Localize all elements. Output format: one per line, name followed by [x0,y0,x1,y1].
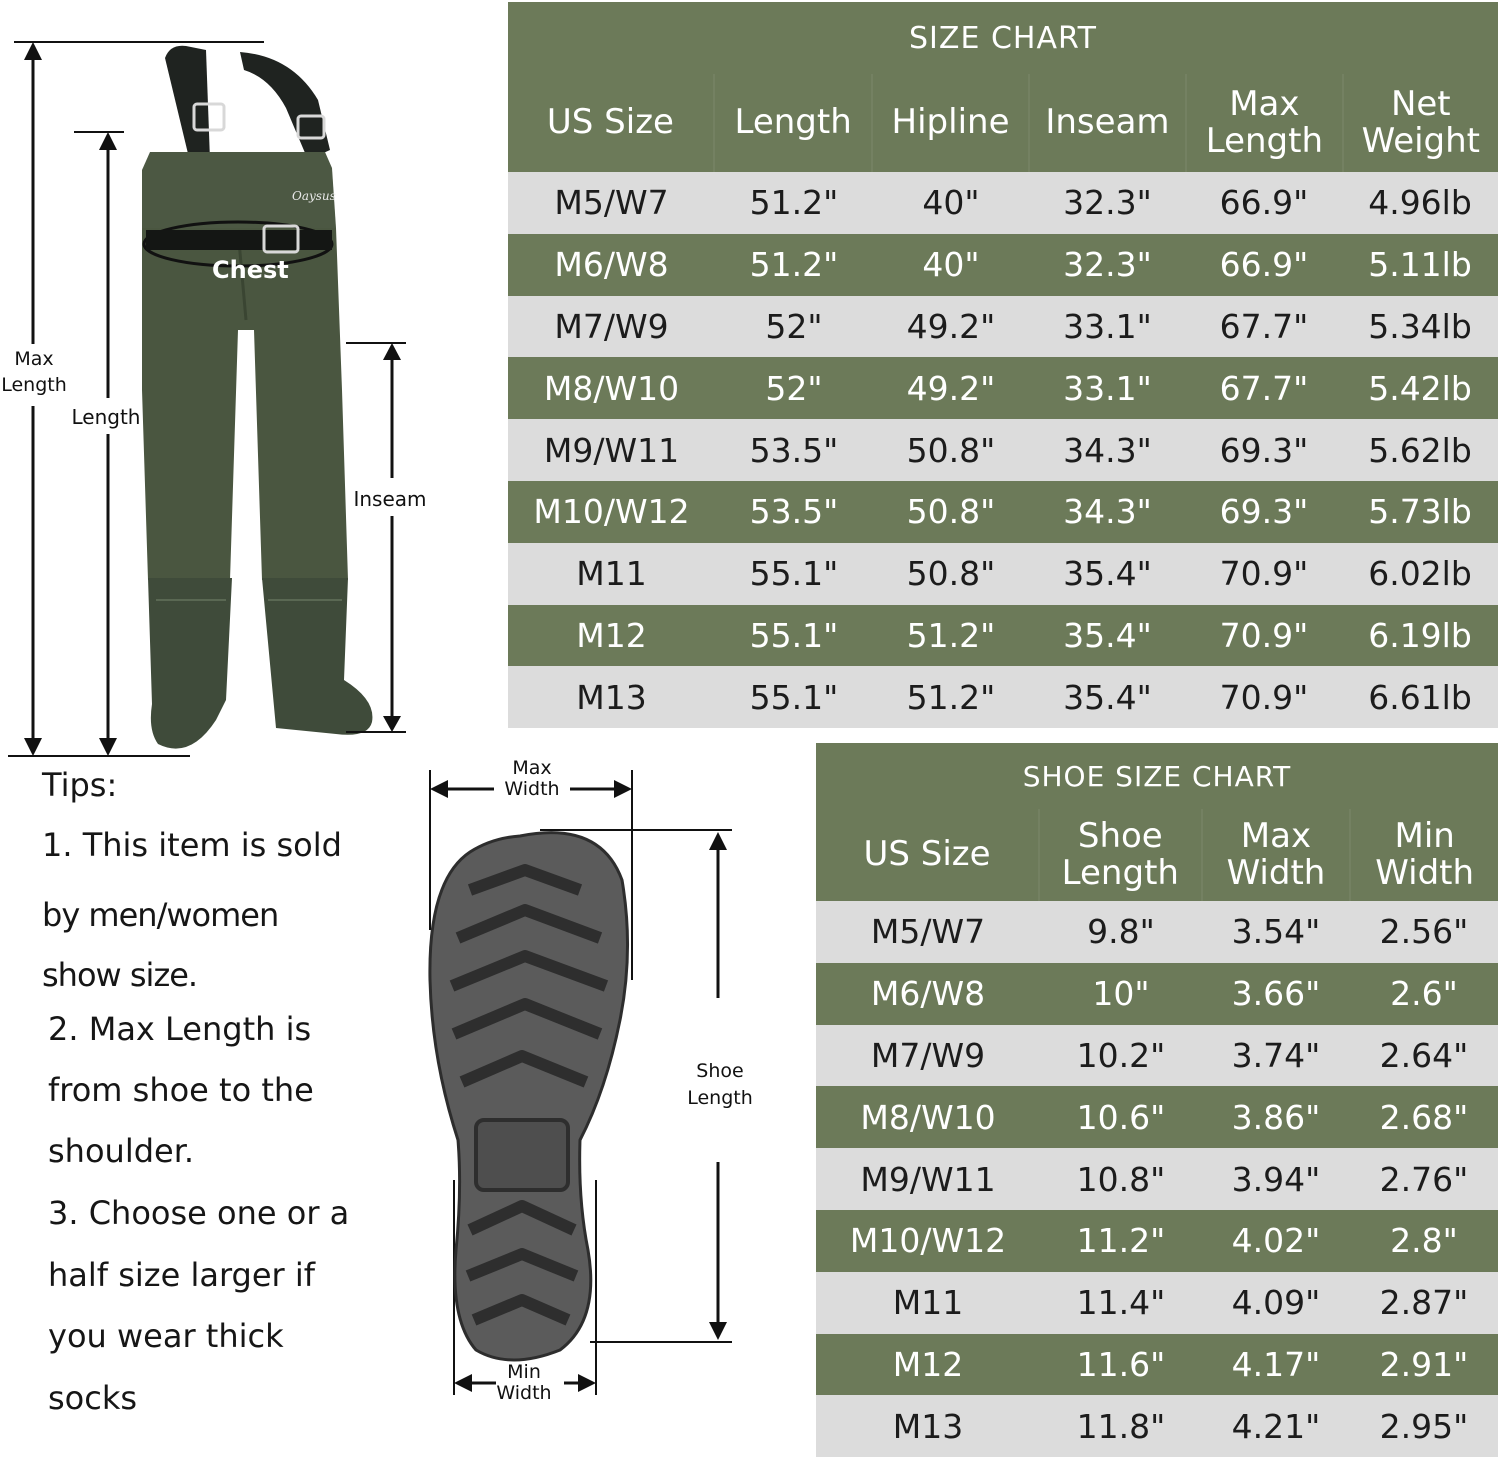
size-chart-row [508,605,1498,667]
tips-heading: Tips: [42,766,118,804]
size-chart-cell: 50.8" [906,492,996,532]
size-chart-title: SIZE CHART [508,2,1498,74]
shoe-chart-header-row [816,809,1498,901]
shoe-chart-cell: 3.74" [1231,1035,1321,1075]
shoe-chart-title: SHOE SIZE CHART [816,743,1498,809]
shoe-chart-cell: 3.66" [1231,974,1321,1014]
size-chart-row [508,357,1498,419]
size-chart-cell: 53.5" [749,430,839,470]
size-chart-table [508,2,1498,728]
tips-line-4: 2. Max Length is [48,1010,312,1048]
shoe-chart-cell: 2.76" [1379,1159,1469,1199]
shoe-chart-row [816,1210,1498,1272]
shoe-chart-cell: 4.09" [1231,1283,1321,1323]
size-chart-cell: 51.2" [906,615,996,655]
tips-line-1: 1. This item is sold [42,826,342,864]
shoe-chart-cell: 11.4" [1076,1283,1166,1323]
size-chart-cell: 50.8" [906,554,996,594]
shoe-col-max-width: Max Width [1201,809,1350,901]
size-chart-cell: 35.4" [1063,615,1152,655]
size-chart-cell: 52" [765,368,823,408]
size-chart-row [508,419,1498,481]
shoe-chart-cell: 4.21" [1231,1406,1321,1446]
max-length-label: Max Length [1,348,67,396]
size-chart-row [508,666,1498,728]
inseam-label: Inseam [353,487,427,511]
shoe-chart-cell: 3.54" [1231,912,1321,952]
shoulder-strap-right [240,52,330,160]
size-col-us-size: US Size [546,102,674,143]
shoe-chart-row [816,1272,1498,1334]
size-chart-cell: 5.62lb [1368,430,1472,470]
size-chart-cell: M10/W12 [533,492,690,532]
tips-line-9: you wear thick [48,1317,284,1355]
size-chart-cell: 50.8" [906,430,996,470]
size-chart-cell: 6.61lb [1368,677,1472,717]
min-width-label: Min Width [496,1361,552,1404]
size-col-inseam: Inseam [1028,74,1185,172]
shoe-chart-cell: M12 [892,1344,964,1384]
shoe-chart-cell: 4.02" [1231,1221,1321,1261]
size-chart-row [508,234,1498,296]
chest-label: Chest [212,256,289,284]
shoe-chart-row [816,1334,1498,1396]
size-chart-cell: 55.1" [749,554,839,594]
shoe-chart-cell: 2.87" [1379,1283,1469,1323]
brand-mark: Oaysus [292,189,336,203]
size-chart-cell: 70.9" [1219,677,1309,717]
length-label: Length [71,405,141,429]
size-chart-cell: 66.9" [1219,183,1309,223]
shoe-chart-cell: 11.8" [1076,1406,1166,1446]
size-chart-cell: 55.1" [749,677,839,717]
size-chart-cell: M6/W8 [554,245,669,285]
shoe-chart-cell: 11.2" [1076,1221,1166,1261]
size-chart-cell: 67.7" [1219,306,1309,346]
shoe-chart-cell: 10.8" [1076,1159,1166,1199]
shoe-chart-cell: 11.6" [1076,1344,1166,1384]
shoe-col-shoe-length: Shoe Length [1038,809,1201,901]
size-chart-cell: 6.02lb [1368,554,1472,594]
size-chart-cell: 52" [765,306,823,346]
size-chart-cell: M8/W10 [543,368,680,408]
tips-line-6: shoulder. [48,1132,195,1170]
shoe-chart-cell: 4.17" [1231,1344,1321,1384]
shoe-chart-row [816,1025,1498,1087]
size-chart-cell: 51.2" [749,183,839,223]
size-chart-cell: 5.34lb [1368,306,1472,346]
shoe-chart-cell: 2.8" [1390,1221,1458,1261]
size-col-net-weight: Net Weight [1342,74,1498,172]
size-chart-row [508,172,1498,234]
size-chart-cell: 6.19lb [1368,615,1472,655]
size-chart-cell: 66.9" [1219,245,1309,285]
size-chart-cell: 55.1" [749,615,839,655]
size-chart-cell: M9/W11 [543,430,680,470]
size-col-length: Length [713,74,871,172]
size-chart-cell: 35.4" [1063,554,1152,594]
shoe-chart-cell: 2.95" [1379,1406,1469,1446]
boot-right [262,578,372,735]
shoe-chart-cell: 10.2" [1076,1035,1166,1075]
size-chart-cell: 53.5" [749,492,839,532]
boot-left [148,578,232,749]
size-chart-cell: 49.2" [906,368,996,408]
size-chart-cell: 32.3" [1063,183,1152,223]
size-chart-cell: M12 [576,615,647,655]
size-chart-cell: 67.7" [1219,368,1309,408]
size-chart-cell: 5.73lb [1368,492,1472,532]
shoe-chart-cell: M9/W11 [860,1159,996,1199]
shoe-chart-cell: 3.94" [1231,1159,1321,1199]
size-chart-cell: 51.2" [906,677,996,717]
shoe-chart-cell: M7/W9 [870,1035,986,1075]
size-col-max-length: Max Length [1185,74,1341,172]
size-col-hipline: Hipline [871,74,1027,172]
size-chart-cell: M5/W7 [554,183,669,223]
size-chart-cell: 5.42lb [1368,368,1472,408]
size-chart-cell: 4.96lb [1368,183,1472,223]
shoe-chart-row [816,1086,1498,1148]
size-chart-cell: 40" [922,245,980,285]
size-chart-cell: 34.3" [1063,430,1152,470]
shoe-length-label: Shoe Length [687,1060,753,1109]
size-chart-cell: 70.9" [1219,615,1309,655]
size-chart-cell: M13 [576,677,647,717]
shoe-chart-row [816,1395,1498,1457]
size-chart-cell: 33.1" [1063,368,1152,408]
size-chart-cell: 5.11lb [1368,245,1472,285]
shoe-chart-cell: 2.91" [1379,1344,1469,1384]
size-chart-row [508,296,1498,358]
shoe-chart-cell: 2.56" [1379,912,1469,952]
size-chart-cell: 40" [922,183,980,223]
shoe-chart-cell: 9.8" [1087,912,1155,952]
size-chart-cell: 69.3" [1219,430,1309,470]
shoe-chart-row [816,963,1498,1025]
shoe-chart-cell: 3.86" [1231,1097,1321,1137]
tips-line-10: socks [48,1379,138,1417]
size-chart-cell: 32.3" [1063,245,1152,285]
chest-belt [146,230,332,250]
size-chart-header-row [508,74,1498,172]
size-chart-cell: 51.2" [749,245,839,285]
shoe-chart-cell: M13 [892,1406,964,1446]
max-width-label: Max Width [504,757,560,800]
shoe-chart-cell: 10" [1092,974,1150,1014]
shoe-chart-cell: 2.68" [1379,1097,1469,1137]
shoe-chart-cell: M11 [892,1283,964,1323]
size-chart-cell: 34.3" [1063,492,1152,532]
size-chart-cell: 70.9" [1219,554,1309,594]
tips-line-7: 3. Choose one or a [48,1194,350,1232]
shoe-chart-cell: 2.64" [1379,1035,1469,1075]
size-chart-cell: M7/W9 [554,306,669,346]
shoe-chart-row [816,901,1498,963]
size-chart-cell: 33.1" [1063,306,1152,346]
size-chart-cell: 69.3" [1219,492,1309,532]
size-chart-row [508,543,1498,605]
size-chart-cell: M11 [576,554,647,594]
tips-line-3: show size. [42,956,198,994]
wader-illustration [0,0,500,770]
shoe-chart-row [816,1148,1498,1210]
shoe-chart-cell: M6/W8 [870,974,986,1014]
shoe-chart-cell: M5/W7 [870,912,986,952]
shoe-chart-cell: 2.6" [1390,974,1458,1014]
tips-line-2: by men/women [42,896,279,934]
shoe-size-chart-table [816,743,1498,1457]
shoe-col-min-width: Min Width [1349,809,1498,901]
shoe-chart-cell: M8/W10 [860,1097,996,1137]
tips-line-8: half size larger if [48,1256,316,1294]
size-chart-cell: 49.2" [906,306,996,346]
shoe-chart-cell: M10/W12 [849,1221,1007,1261]
shoe-col-us-size: US Size [863,834,991,875]
size-chart-row [508,481,1498,543]
tips-line-5: from shoe to the [48,1071,314,1109]
size-chart-cell: 35.4" [1063,677,1152,717]
shoe-chart-cell: 10.6" [1076,1097,1166,1137]
